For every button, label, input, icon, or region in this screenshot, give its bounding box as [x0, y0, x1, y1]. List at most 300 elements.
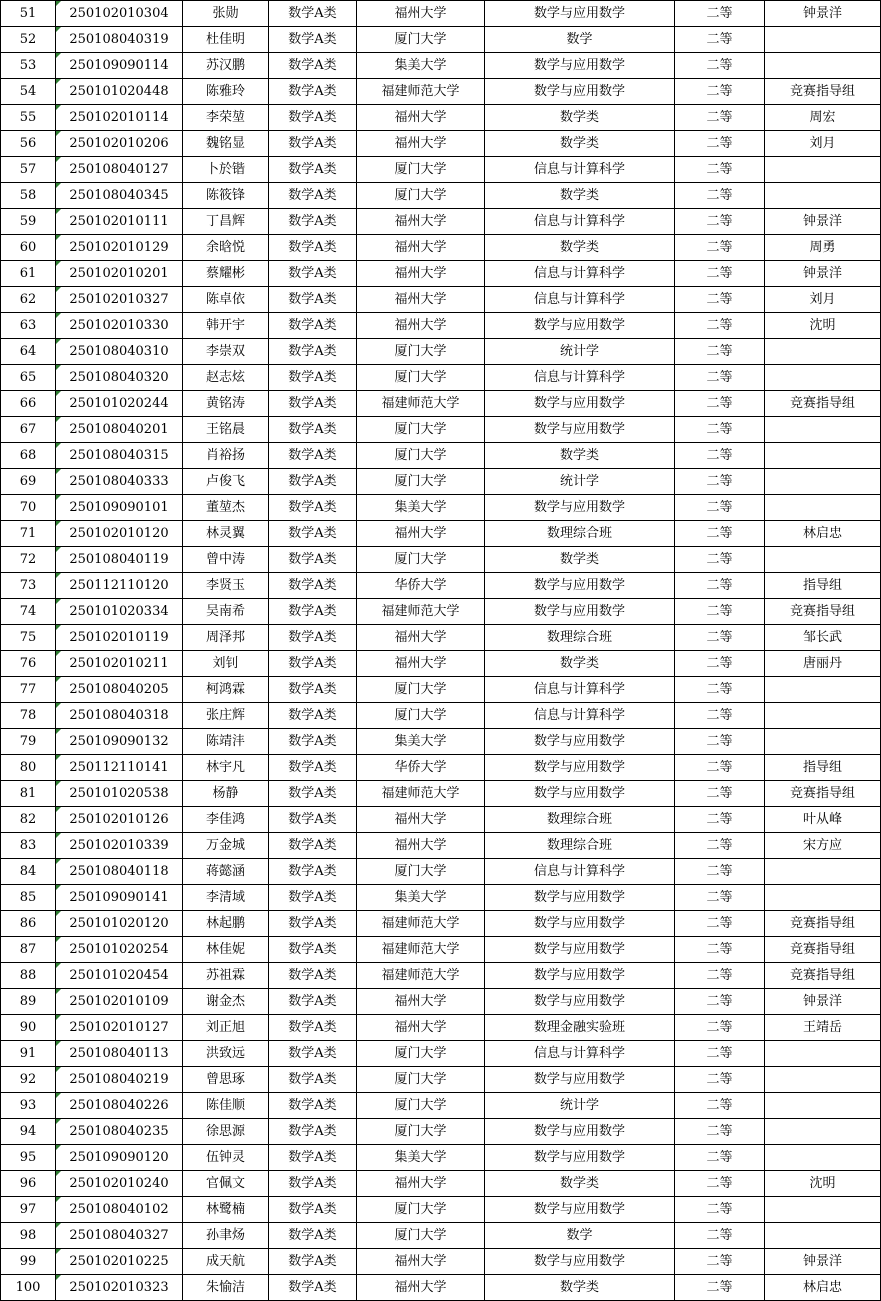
student-name-cell: 曾中涛 [183, 547, 269, 573]
advisor-cell: 钟景洋 [765, 989, 881, 1015]
row-number-cell: 67 [1, 417, 56, 443]
advisor-cell: 竞赛指导组 [765, 599, 881, 625]
row-number-cell: 77 [1, 677, 56, 703]
category-cell: 数学A类 [269, 651, 357, 677]
table-row [1, 859, 881, 885]
university-cell: 厦门大学 [357, 183, 485, 209]
student-name-cell: 林起鹏 [183, 911, 269, 937]
advisor-cell: 林启忠 [765, 521, 881, 547]
award-level-cell: 二等 [675, 495, 765, 521]
university-cell: 华侨大学 [357, 755, 485, 781]
row-number-cell: 93 [1, 1093, 56, 1119]
row-number-cell: 72 [1, 547, 56, 573]
table-row [1, 209, 881, 235]
advisor-cell: 唐丽丹 [765, 651, 881, 677]
award-level-cell: 二等 [675, 547, 765, 573]
table-row [1, 287, 881, 313]
registration-id-cell: 250109090120 [56, 1145, 183, 1171]
student-name-cell: 卜於锴 [183, 157, 269, 183]
registration-id-cell: 250102010211 [56, 651, 183, 677]
table-row [1, 781, 881, 807]
student-name-cell: 陈筱锋 [183, 183, 269, 209]
row-number-cell: 92 [1, 1067, 56, 1093]
student-name-cell: 韩开宇 [183, 313, 269, 339]
major-cell: 数学与应用数学 [485, 885, 675, 911]
category-cell: 数学A类 [269, 729, 357, 755]
advisor-cell [765, 1145, 881, 1171]
row-number-cell: 85 [1, 885, 56, 911]
registration-id-cell: 250102010109 [56, 989, 183, 1015]
row-number-cell: 88 [1, 963, 56, 989]
major-cell: 数学与应用数学 [485, 391, 675, 417]
table-row [1, 1145, 881, 1171]
advisor-cell [765, 729, 881, 755]
row-number-cell: 94 [1, 1119, 56, 1145]
registration-id-cell: 250102010206 [56, 131, 183, 157]
category-cell: 数学A类 [269, 677, 357, 703]
category-cell: 数学A类 [269, 157, 357, 183]
award-level-cell: 二等 [675, 703, 765, 729]
university-cell: 厦门大学 [357, 703, 485, 729]
category-cell: 数学A类 [269, 807, 357, 833]
row-number-cell: 52 [1, 27, 56, 53]
registration-id-cell: 250102010201 [56, 261, 183, 287]
student-name-cell: 林鹭楠 [183, 1197, 269, 1223]
row-number-cell: 69 [1, 469, 56, 495]
major-cell: 数学类 [485, 183, 675, 209]
registration-id-cell: 250108040327 [56, 1223, 183, 1249]
major-cell: 数理综合班 [485, 833, 675, 859]
award-level-cell: 二等 [675, 287, 765, 313]
student-name-cell: 蔡耀彬 [183, 261, 269, 287]
advisor-cell [765, 27, 881, 53]
registration-id-cell: 250102010114 [56, 105, 183, 131]
award-level-cell: 二等 [675, 391, 765, 417]
registration-id-cell: 250102010304 [56, 1, 183, 27]
advisor-cell: 周宏 [765, 105, 881, 131]
category-cell: 数学A类 [269, 469, 357, 495]
category-cell: 数学A类 [269, 365, 357, 391]
category-cell: 数学A类 [269, 781, 357, 807]
row-number-cell: 53 [1, 53, 56, 79]
major-cell: 信息与计算科学 [485, 261, 675, 287]
major-cell: 统计学 [485, 1093, 675, 1119]
student-name-cell: 丁昌辉 [183, 209, 269, 235]
row-number-cell: 87 [1, 937, 56, 963]
table-row [1, 1041, 881, 1067]
award-level-cell: 二等 [675, 313, 765, 339]
category-cell: 数学A类 [269, 235, 357, 261]
row-number-cell: 71 [1, 521, 56, 547]
table-row [1, 573, 881, 599]
table-row [1, 79, 881, 105]
award-level-cell: 二等 [675, 599, 765, 625]
advisor-cell [765, 1041, 881, 1067]
award-level-cell: 二等 [675, 1223, 765, 1249]
student-name-cell: 官佩文 [183, 1171, 269, 1197]
table-row [1, 989, 881, 1015]
category-cell: 数学A类 [269, 1223, 357, 1249]
student-name-cell: 伍钟灵 [183, 1145, 269, 1171]
award-level-cell: 二等 [675, 131, 765, 157]
table-row [1, 833, 881, 859]
university-cell: 厦门大学 [357, 1067, 485, 1093]
row-number-cell: 86 [1, 911, 56, 937]
table-row [1, 1067, 881, 1093]
row-number-cell: 60 [1, 235, 56, 261]
major-cell: 数学类 [485, 105, 675, 131]
major-cell: 数学类 [485, 1171, 675, 1197]
award-level-cell: 二等 [675, 53, 765, 79]
university-cell: 福州大学 [357, 209, 485, 235]
table-row [1, 807, 881, 833]
category-cell: 数学A类 [269, 625, 357, 651]
row-number-cell: 70 [1, 495, 56, 521]
registration-id-cell: 250101020254 [56, 937, 183, 963]
category-cell: 数学A类 [269, 105, 357, 131]
registration-id-cell: 250108040235 [56, 1119, 183, 1145]
table-row [1, 963, 881, 989]
major-cell: 数理金融实验班 [485, 1015, 675, 1041]
student-name-cell: 曾思琢 [183, 1067, 269, 1093]
award-level-cell: 二等 [675, 235, 765, 261]
table-row [1, 313, 881, 339]
student-name-cell: 徐思源 [183, 1119, 269, 1145]
category-cell: 数学A类 [269, 79, 357, 105]
row-number-cell: 97 [1, 1197, 56, 1223]
student-name-cell: 林灵翼 [183, 521, 269, 547]
award-level-cell: 二等 [675, 1119, 765, 1145]
major-cell: 数理综合班 [485, 521, 675, 547]
category-cell: 数学A类 [269, 53, 357, 79]
registration-id-cell: 250108040119 [56, 547, 183, 573]
advisor-cell: 叶从峰 [765, 807, 881, 833]
major-cell: 信息与计算科学 [485, 1041, 675, 1067]
registration-id-cell: 250101020244 [56, 391, 183, 417]
university-cell: 厦门大学 [357, 1197, 485, 1223]
major-cell: 数学类 [485, 443, 675, 469]
table-row [1, 27, 881, 53]
table-row [1, 1197, 881, 1223]
university-cell: 福州大学 [357, 131, 485, 157]
registration-id-cell: 250108040345 [56, 183, 183, 209]
award-level-cell: 二等 [675, 183, 765, 209]
student-name-cell: 李崇双 [183, 339, 269, 365]
university-cell: 福建师范大学 [357, 391, 485, 417]
award-level-cell: 二等 [675, 27, 765, 53]
major-cell: 数学与应用数学 [485, 937, 675, 963]
registration-id-cell: 250108040205 [56, 677, 183, 703]
award-level-cell: 二等 [675, 911, 765, 937]
advisor-cell [765, 703, 881, 729]
advisor-cell [765, 495, 881, 521]
category-cell: 数学A类 [269, 937, 357, 963]
category-cell: 数学A类 [269, 1, 357, 27]
table-row [1, 1119, 881, 1145]
university-cell: 福州大学 [357, 1171, 485, 1197]
table-row [1, 1171, 881, 1197]
table-row [1, 911, 881, 937]
student-name-cell: 洪致远 [183, 1041, 269, 1067]
registration-id-cell: 250108040102 [56, 1197, 183, 1223]
university-cell: 福州大学 [357, 105, 485, 131]
university-cell: 福建师范大学 [357, 79, 485, 105]
award-level-cell: 二等 [675, 1015, 765, 1041]
table-row [1, 729, 881, 755]
registration-id-cell: 250102010327 [56, 287, 183, 313]
row-number-cell: 80 [1, 755, 56, 781]
major-cell: 信息与计算科学 [485, 703, 675, 729]
student-name-cell: 陈佳顺 [183, 1093, 269, 1119]
major-cell: 数学与应用数学 [485, 1067, 675, 1093]
student-name-cell: 万金城 [183, 833, 269, 859]
university-cell: 厦门大学 [357, 339, 485, 365]
award-level-cell: 二等 [675, 755, 765, 781]
university-cell: 福建师范大学 [357, 963, 485, 989]
table-row [1, 1223, 881, 1249]
advisor-cell: 沈明 [765, 1171, 881, 1197]
major-cell: 信息与计算科学 [485, 677, 675, 703]
table-row [1, 105, 881, 131]
category-cell: 数学A类 [269, 339, 357, 365]
registration-id-cell: 250101020454 [56, 963, 183, 989]
table-row [1, 625, 881, 651]
advisor-cell: 沈明 [765, 313, 881, 339]
registration-id-cell: 250102010120 [56, 521, 183, 547]
registration-id-cell: 250109090101 [56, 495, 183, 521]
registration-id-cell: 250102010129 [56, 235, 183, 261]
category-cell: 数学A类 [269, 495, 357, 521]
advisor-cell: 竞赛指导组 [765, 911, 881, 937]
university-cell: 集美大学 [357, 729, 485, 755]
award-level-cell: 二等 [675, 859, 765, 885]
student-name-cell: 陈雅玲 [183, 79, 269, 105]
category-cell: 数学A类 [269, 573, 357, 599]
student-name-cell: 林宇凡 [183, 755, 269, 781]
registration-id-cell: 250102010240 [56, 1171, 183, 1197]
advisor-cell [765, 365, 881, 391]
category-cell: 数学A类 [269, 521, 357, 547]
category-cell: 数学A类 [269, 1145, 357, 1171]
advisor-cell [765, 157, 881, 183]
registration-id-cell: 250102010111 [56, 209, 183, 235]
student-name-cell: 成天航 [183, 1249, 269, 1275]
category-cell: 数学A类 [269, 443, 357, 469]
major-cell: 数学类 [485, 547, 675, 573]
award-level-cell: 二等 [675, 521, 765, 547]
award-level-cell: 二等 [675, 79, 765, 105]
award-level-cell: 二等 [675, 963, 765, 989]
major-cell: 数理综合班 [485, 625, 675, 651]
major-cell: 数学与应用数学 [485, 911, 675, 937]
award-level-cell: 二等 [675, 937, 765, 963]
student-name-cell: 李清域 [183, 885, 269, 911]
row-number-cell: 99 [1, 1249, 56, 1275]
university-cell: 厦门大学 [357, 1223, 485, 1249]
row-number-cell: 98 [1, 1223, 56, 1249]
award-level-cell: 二等 [675, 625, 765, 651]
major-cell: 数学与应用数学 [485, 313, 675, 339]
table-body [1, 1, 881, 1301]
university-cell: 福州大学 [357, 1, 485, 27]
student-name-cell: 孙聿炀 [183, 1223, 269, 1249]
student-name-cell: 吴南希 [183, 599, 269, 625]
row-number-cell: 58 [1, 183, 56, 209]
major-cell: 数学与应用数学 [485, 53, 675, 79]
table-row [1, 235, 881, 261]
category-cell: 数学A类 [269, 183, 357, 209]
student-name-cell: 李佳鸿 [183, 807, 269, 833]
university-cell: 集美大学 [357, 495, 485, 521]
category-cell: 数学A类 [269, 833, 357, 859]
registration-id-cell: 250108040319 [56, 27, 183, 53]
award-level-cell: 二等 [675, 365, 765, 391]
row-number-cell: 54 [1, 79, 56, 105]
award-level-cell: 二等 [675, 729, 765, 755]
category-cell: 数学A类 [269, 755, 357, 781]
award-level-cell: 二等 [675, 469, 765, 495]
major-cell: 统计学 [485, 469, 675, 495]
student-name-cell: 余晗悦 [183, 235, 269, 261]
row-number-cell: 57 [1, 157, 56, 183]
row-number-cell: 63 [1, 313, 56, 339]
student-name-cell: 朱愉洁 [183, 1275, 269, 1301]
row-number-cell: 90 [1, 1015, 56, 1041]
university-cell: 福州大学 [357, 651, 485, 677]
row-number-cell: 65 [1, 365, 56, 391]
advisor-cell: 林启忠 [765, 1275, 881, 1301]
row-number-cell: 78 [1, 703, 56, 729]
advisor-cell: 指导组 [765, 573, 881, 599]
major-cell: 数学类 [485, 651, 675, 677]
student-name-cell: 陈卓依 [183, 287, 269, 313]
major-cell: 数学与应用数学 [485, 1249, 675, 1275]
registration-id-cell: 250108040226 [56, 1093, 183, 1119]
row-number-cell: 62 [1, 287, 56, 313]
university-cell: 福建师范大学 [357, 911, 485, 937]
table-row [1, 417, 881, 443]
table-row [1, 339, 881, 365]
registration-id-cell: 250101020448 [56, 79, 183, 105]
student-name-cell: 陈靖沣 [183, 729, 269, 755]
university-cell: 厦门大学 [357, 1093, 485, 1119]
major-cell: 数学 [485, 27, 675, 53]
university-cell: 福建师范大学 [357, 599, 485, 625]
table-row [1, 547, 881, 573]
registration-id-cell: 250102010127 [56, 1015, 183, 1041]
row-number-cell: 89 [1, 989, 56, 1015]
row-number-cell: 81 [1, 781, 56, 807]
category-cell: 数学A类 [269, 885, 357, 911]
registration-id-cell: 250109090141 [56, 885, 183, 911]
university-cell: 厦门大学 [357, 443, 485, 469]
award-level-cell: 二等 [675, 1093, 765, 1119]
advisor-cell [765, 469, 881, 495]
advisor-cell [765, 885, 881, 911]
award-level-cell: 二等 [675, 1275, 765, 1301]
university-cell: 福州大学 [357, 989, 485, 1015]
university-cell: 福州大学 [357, 261, 485, 287]
table-row [1, 677, 881, 703]
advisor-cell [765, 1119, 881, 1145]
registration-id-cell: 250102010330 [56, 313, 183, 339]
university-cell: 福州大学 [357, 1275, 485, 1301]
student-name-cell: 林佳妮 [183, 937, 269, 963]
registration-id-cell: 250108040127 [56, 157, 183, 183]
registration-id-cell: 250102010339 [56, 833, 183, 859]
table-row [1, 261, 881, 287]
row-number-cell: 73 [1, 573, 56, 599]
advisor-cell: 宋方应 [765, 833, 881, 859]
row-number-cell: 55 [1, 105, 56, 131]
table-row [1, 521, 881, 547]
registration-id-cell: 250108040315 [56, 443, 183, 469]
row-number-cell: 91 [1, 1041, 56, 1067]
category-cell: 数学A类 [269, 27, 357, 53]
registration-id-cell: 250109090132 [56, 729, 183, 755]
registration-id-cell: 250108040219 [56, 1067, 183, 1093]
university-cell: 福州大学 [357, 807, 485, 833]
table-row [1, 885, 881, 911]
table-row [1, 131, 881, 157]
award-level-cell: 二等 [675, 157, 765, 183]
registration-id-cell: 250108040333 [56, 469, 183, 495]
major-cell: 数学与应用数学 [485, 1145, 675, 1171]
major-cell: 数学与应用数学 [485, 729, 675, 755]
row-number-cell: 82 [1, 807, 56, 833]
award-level-cell: 二等 [675, 651, 765, 677]
student-name-cell: 李贤玉 [183, 573, 269, 599]
award-level-cell: 二等 [675, 261, 765, 287]
table-row [1, 183, 881, 209]
award-level-cell: 二等 [675, 677, 765, 703]
award-level-cell: 二等 [675, 1067, 765, 1093]
registration-id-cell: 250101020334 [56, 599, 183, 625]
registration-id-cell: 250108040310 [56, 339, 183, 365]
advisor-cell: 钟景洋 [765, 261, 881, 287]
table-row [1, 1093, 881, 1119]
major-cell: 信息与计算科学 [485, 157, 675, 183]
award-level-cell: 二等 [675, 339, 765, 365]
major-cell: 数理综合班 [485, 807, 675, 833]
row-number-cell: 64 [1, 339, 56, 365]
row-number-cell: 76 [1, 651, 56, 677]
student-name-cell: 魏铭显 [183, 131, 269, 157]
registration-id-cell: 250108040320 [56, 365, 183, 391]
student-name-cell: 赵志炫 [183, 365, 269, 391]
table-row [1, 651, 881, 677]
table-row [1, 391, 881, 417]
table-row [1, 53, 881, 79]
university-cell: 福建师范大学 [357, 937, 485, 963]
category-cell: 数学A类 [269, 963, 357, 989]
student-name-cell: 谢金杰 [183, 989, 269, 1015]
category-cell: 数学A类 [269, 417, 357, 443]
category-cell: 数学A类 [269, 1067, 357, 1093]
category-cell: 数学A类 [269, 703, 357, 729]
advisor-cell: 钟景洋 [765, 209, 881, 235]
category-cell: 数学A类 [269, 391, 357, 417]
major-cell: 数学与应用数学 [485, 79, 675, 105]
table-row [1, 1249, 881, 1275]
university-cell: 福州大学 [357, 1249, 485, 1275]
table-row [1, 365, 881, 391]
student-name-cell: 刘正旭 [183, 1015, 269, 1041]
university-cell: 厦门大学 [357, 1041, 485, 1067]
registration-id-cell: 250102010323 [56, 1275, 183, 1301]
university-cell: 福州大学 [357, 287, 485, 313]
university-cell: 厦门大学 [357, 1119, 485, 1145]
